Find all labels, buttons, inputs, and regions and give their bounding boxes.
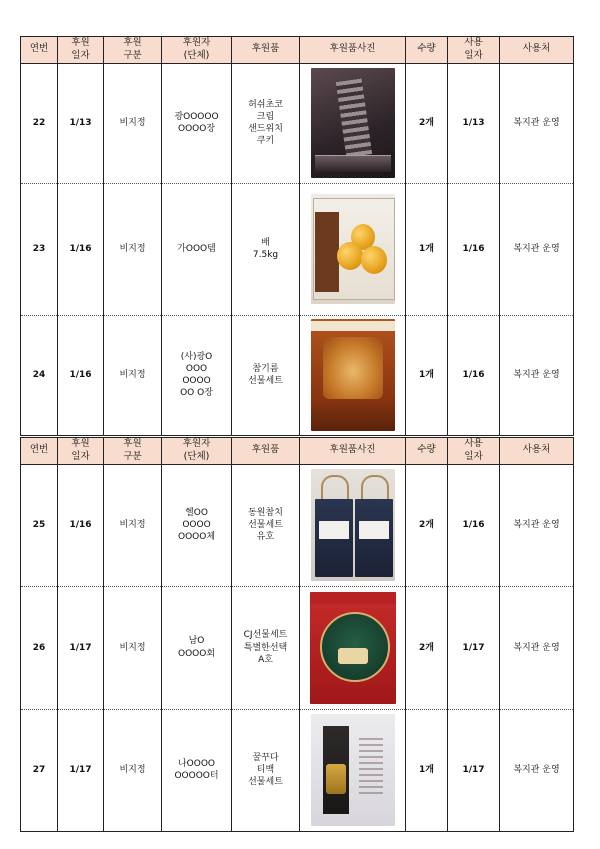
row-date: 1/17 [58, 709, 104, 831]
header-no: 연번 [21, 438, 58, 465]
row-no: 25 [21, 464, 58, 586]
header-use-place: 사용처 [500, 438, 574, 465]
row-donor: (사)광O OOO OOOO OO O장 [162, 315, 232, 435]
row-type: 비지정 [104, 586, 162, 709]
header-use-date: 사용 일자 [448, 438, 500, 465]
header-type: 후원 구분 [104, 37, 162, 64]
row-photo [300, 183, 406, 315]
row-donor: 광OOOOO OOOO장 [162, 63, 232, 183]
table-row [21, 183, 574, 315]
header-photo: 후원품사진 [300, 438, 406, 465]
table-header-row [21, 37, 574, 64]
hershey-box-photo [311, 68, 395, 178]
header-donor: 후원자 (단체) [162, 438, 232, 465]
row-item: 꿀꾸다 티백 선물세트 [232, 709, 300, 831]
row-no: 23 [21, 183, 58, 315]
header-photo: 후원품사진 [300, 37, 406, 64]
row-qty: 1개 [406, 315, 448, 435]
row-use-place: 복지관 운영 [500, 464, 574, 586]
row-donor: 남O OOOO회 [162, 586, 232, 709]
row-item: 배 7.5kg [232, 183, 300, 315]
row-use-place: 복지관 운영 [500, 709, 574, 831]
header-use-place: 사용처 [500, 37, 574, 64]
row-use-place: 복지관 운영 [500, 63, 574, 183]
header-donor: 후원자 (단체) [162, 37, 232, 64]
row-date: 1/16 [58, 183, 104, 315]
row-qty: 2개 [406, 586, 448, 709]
row-type: 비지정 [104, 464, 162, 586]
header-qty: 수량 [406, 37, 448, 64]
header-no: 연번 [21, 37, 58, 64]
row-type: 비지정 [104, 709, 162, 831]
row-use-date: 1/16 [448, 183, 500, 315]
row-photo [300, 315, 406, 435]
row-no: 26 [21, 586, 58, 709]
pear-box-photo [311, 194, 395, 304]
row-date: 1/17 [58, 586, 104, 709]
row-use-date: 1/17 [448, 709, 500, 831]
row-donor: 헬OO OOOO OOOO체 [162, 464, 232, 586]
row-qty: 1개 [406, 709, 448, 831]
table-row [21, 63, 574, 183]
row-photo [300, 464, 406, 586]
row-no: 22 [21, 63, 58, 183]
row-date: 1/16 [58, 464, 104, 586]
sesame-oil-photo [311, 319, 395, 431]
row-use-place: 복지관 운영 [500, 315, 574, 435]
row-use-date: 1/16 [448, 464, 500, 586]
header-item: 후원품 [232, 37, 300, 64]
row-photo [300, 709, 406, 831]
row-type: 비지정 [104, 183, 162, 315]
tuna-bags-photo [311, 469, 395, 581]
row-donor: 가OOO템 [162, 183, 232, 315]
row-donor: 나OOOO OOOOO터 [162, 709, 232, 831]
header-type: 후원 구분 [104, 438, 162, 465]
row-item: CJ선물세트 특별한선택 A호 [232, 586, 300, 709]
row-no: 24 [21, 315, 58, 435]
table-row [21, 315, 574, 435]
header-date: 후원 일자 [58, 438, 104, 465]
row-use-date: 1/17 [448, 586, 500, 709]
row-qty: 1개 [406, 183, 448, 315]
header-date: 후원 일자 [58, 37, 104, 64]
row-date: 1/16 [58, 315, 104, 435]
row-item: 허쉬초코 크림 샌드위치 쿠키 [232, 63, 300, 183]
header-item: 후원품 [232, 438, 300, 465]
table-row [21, 464, 574, 586]
row-use-date: 1/13 [448, 63, 500, 183]
row-type: 비지정 [104, 315, 162, 435]
table-header-row [21, 438, 574, 465]
row-item: 참기름 선물세트 [232, 315, 300, 435]
header-qty: 수량 [406, 438, 448, 465]
row-type: 비지정 [104, 63, 162, 183]
honey-tea-photo [311, 714, 395, 826]
cj-giftset-photo [310, 592, 396, 704]
donation-table-1 [20, 36, 574, 436]
row-use-place: 복지관 운영 [500, 183, 574, 315]
row-item: 동원참치 선물세트 유호 [232, 464, 300, 586]
row-date: 1/13 [58, 63, 104, 183]
row-use-place: 복지관 운영 [500, 586, 574, 709]
row-no: 27 [21, 709, 58, 831]
row-photo [300, 586, 406, 709]
row-qty: 2개 [406, 464, 448, 586]
table-row [21, 709, 574, 831]
donation-table-2 [20, 437, 574, 832]
header-use-date: 사용 일자 [448, 37, 500, 64]
row-photo [300, 63, 406, 183]
row-qty: 2개 [406, 63, 448, 183]
table-row [21, 586, 574, 709]
row-use-date: 1/16 [448, 315, 500, 435]
